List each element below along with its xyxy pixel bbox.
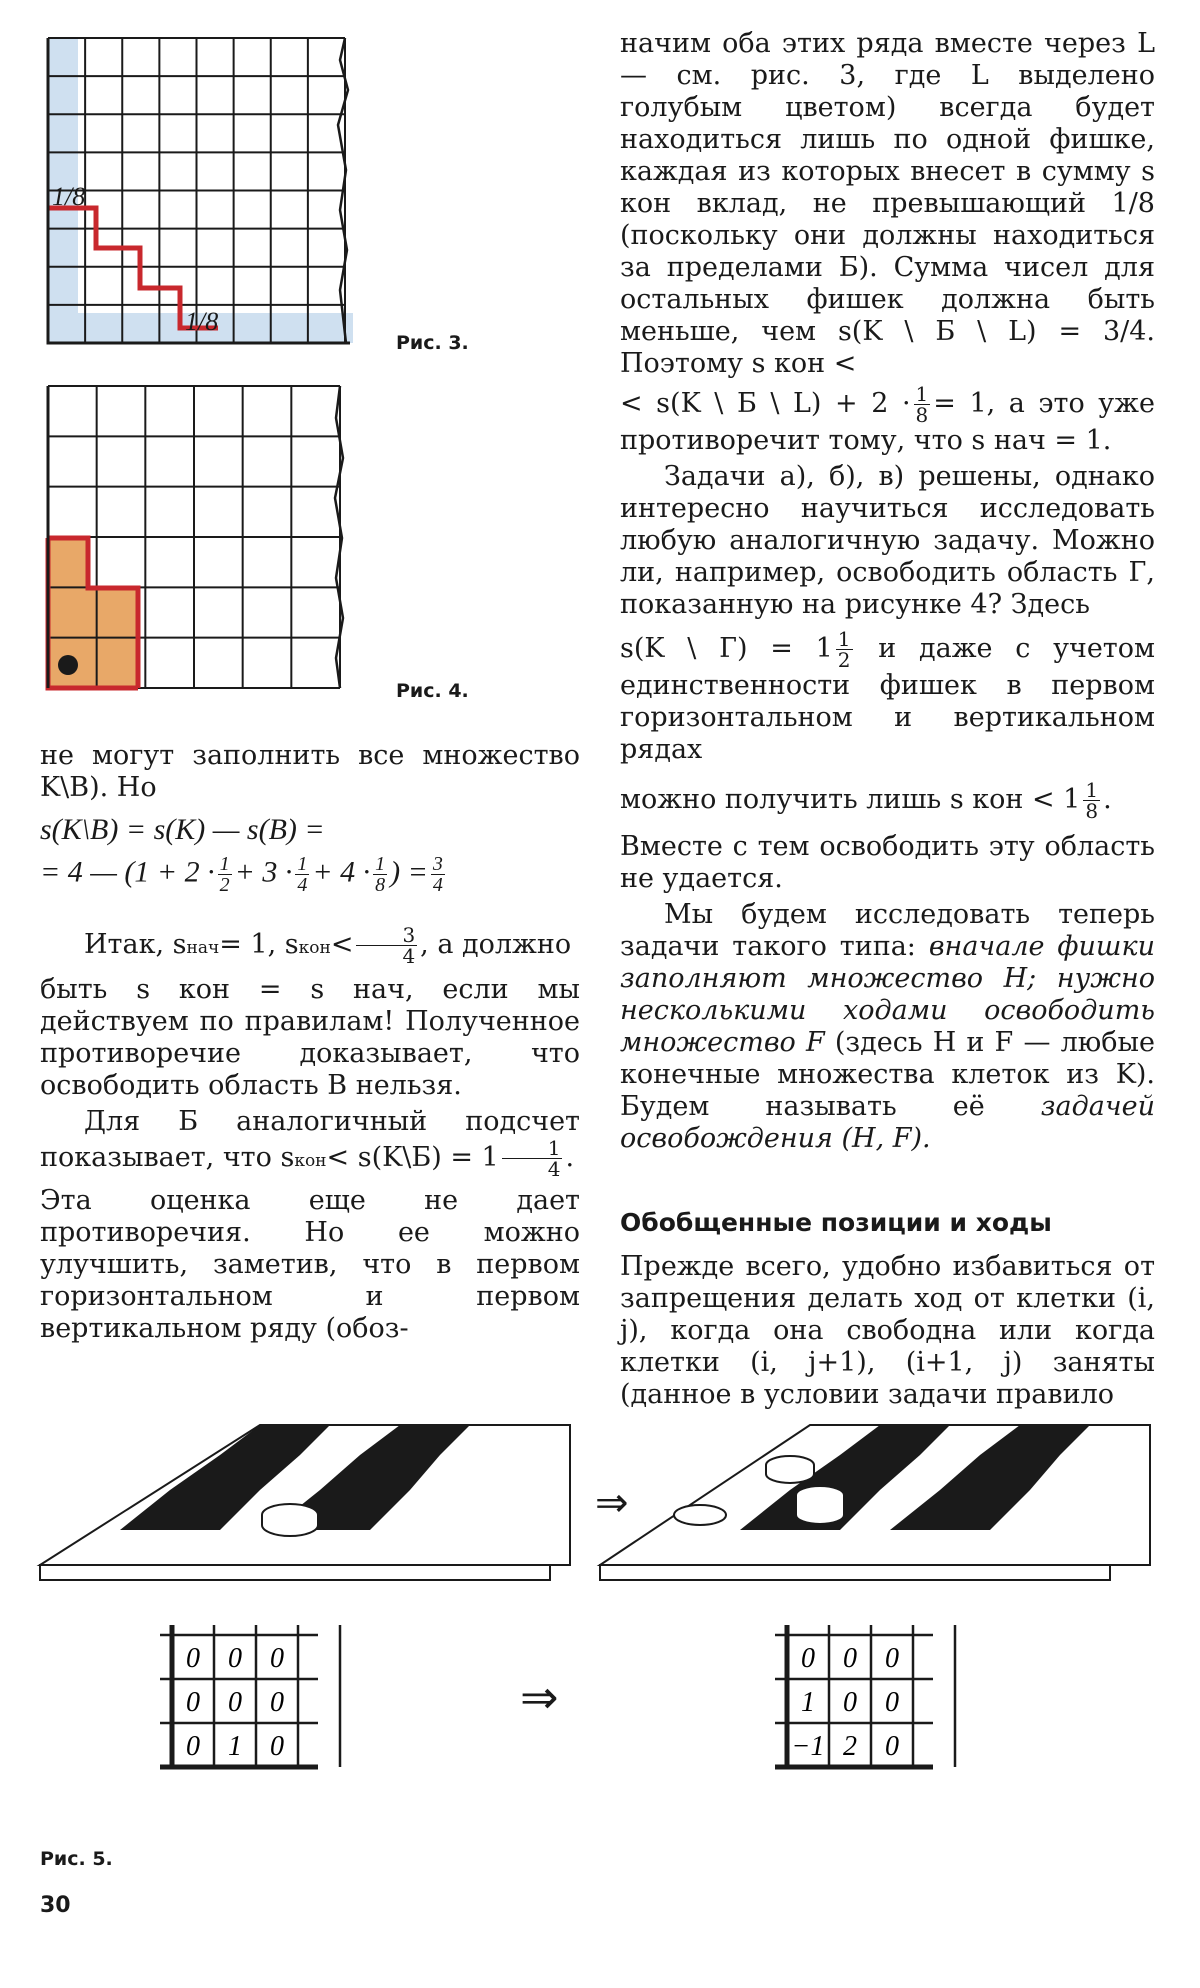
right-p2: Задачи а), б), в) решены, однако интересно научиться исследовать любую аналогичную задачу. Можно ли, например, освободить область Г, показанную на рисунке 4? Здесь (620, 461, 1155, 620)
table-cell: 0 (186, 1731, 200, 1762)
right-p1b: < s(K \ Б \ L) + 2 · $\frac{1}{8}$ = 1, а это уже противоречит тому, что s нач = 1. (620, 382, 1155, 456)
figure-5-table-left (160, 1625, 360, 1785)
figure-4-grid (40, 378, 360, 698)
table-cell: 0 (885, 1731, 899, 1762)
chip-icon (58, 655, 78, 675)
right-p2d: можно получить лишь s кон < 1 $\frac{1}{8}$ . (620, 778, 1112, 823)
table-cell: 0 (228, 1687, 242, 1718)
table-cell: 0 (885, 1687, 899, 1718)
section-heading: Обобщенные позиции и ходы (620, 1208, 1052, 1237)
table-cell: 0 (801, 1643, 815, 1674)
table-cell: 0 (228, 1643, 242, 1674)
table-cell: 2 (843, 1731, 857, 1762)
figure-3-grid (40, 30, 360, 350)
figure-5-board-right (590, 1415, 1190, 1595)
table-cell: 1 (228, 1731, 242, 1762)
table-cell: 1 (801, 1687, 815, 1718)
right-p3: Вместе с тем освободить эту область не удается. (620, 831, 1155, 894)
right-column (620, 28, 1155, 1411)
figure-5-board-left (30, 1415, 550, 1595)
table-cell: 0 (186, 1643, 200, 1674)
right-p2b: s(K \ Г) = 1 $\frac{1}{2}$ и даже с учетом единственности фишек в первом горизонтальном и вертикальном рядах (620, 627, 1155, 765)
left-eq1: s(K\B) = s(K) — s(B) = (40, 813, 325, 846)
table-cell: 0 (885, 1643, 899, 1674)
left-p4: Для Б аналогичный подсчет показывает, что sкон< s(K\Б) = 1 $\frac{1}{4}$ . (40, 1106, 580, 1181)
left-column (40, 740, 580, 1345)
fig3-label-2: 1/8 (185, 307, 219, 336)
right-p4: Мы будем исследовать теперь задачи такого типа: вначале фишки заполняют множество H; нужно несколькими ходами освободить множество F (здесь H и F — любые конечные множества клеток из K). Будем называть её задачей освобождения (H, F). (620, 899, 1156, 1154)
table-cell: 0 (843, 1643, 857, 1674)
page-number: 30 (40, 1893, 71, 1918)
arrow-icon: ⇒ (595, 1480, 629, 1526)
table-cell: 0 (270, 1731, 284, 1762)
table-cell: 0 (186, 1687, 200, 1718)
table-cell: 0 (270, 1643, 284, 1674)
left-p2: Итак, sнач= 1, sкон< $\frac{3}{4}$ , а должно (84, 923, 572, 968)
fig4-caption: Рис. 4. (396, 680, 469, 702)
table-cell: −1 (791, 1731, 825, 1762)
fig3-label-1: 1/8 (52, 182, 86, 211)
left-p1: не могут заполнить все множество K\B). Но (40, 740, 580, 803)
right-p1: начим оба этих ряда вместе через L — см. рис. 3, где L выделено голубым цветом) всегда будет находиться лишь по одной фишке, каждая из которых внесет в сумму s кон вклад, не превышающий 1/8 (поскольку они должны находиться за пределами Б). Сумма чисел для остальных фишек должна быть меньше, чем s(K \ Б \ L) = 3/4. Поэтому s кон < (620, 28, 1155, 379)
table-cell: 0 (270, 1687, 284, 1718)
fig5-caption: Рис. 5. (40, 1848, 113, 1870)
table-cell: 0 (843, 1687, 857, 1718)
fig3-caption: Рис. 3. (396, 332, 469, 354)
figure-5-table-right (775, 1625, 975, 1785)
arrow-icon-2: ⇒ (520, 1670, 559, 1724)
left-eq2: = 4 — (1 + 2 · $\frac{1}{2}$ + 3 · $\frac{1}{4}$ + 4 · $\frac{1}{8}$ ) = $\frac{3}{4}$ (40, 853, 443, 896)
left-p3: быть s кон = s нач, если мы действуем по правилам! Полученное противоречие доказывает, что освободить область B нельзя. (40, 974, 580, 1101)
left-p5: Эта оценка еще не дает противоречия. Но ее можно улучшить, заметив, что в первом горизонтальном и первом вертикальном ряду (обоз- (40, 1185, 580, 1344)
right-p5: Прежде всего, удобно избавиться от запрещения делать ход от клетки (i, j), когда она свободна или когда клетки (i, j+1), (i+1, j) заняты (данное в условии задачи правило (620, 1251, 1155, 1410)
